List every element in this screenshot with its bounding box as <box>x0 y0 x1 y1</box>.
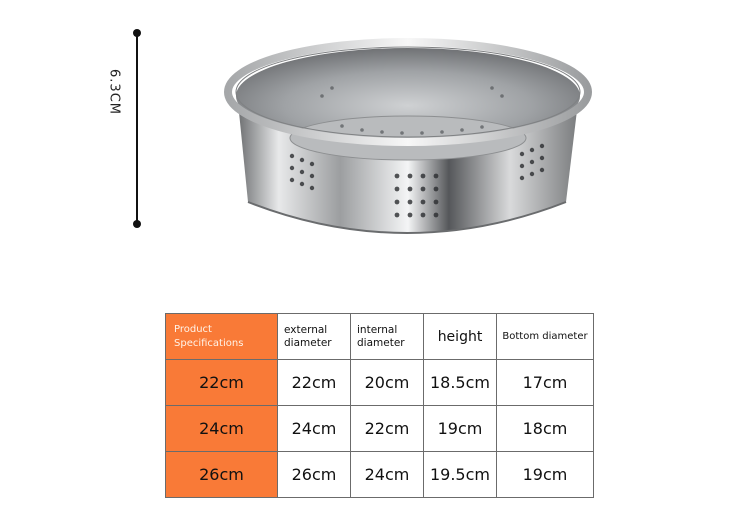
dimension-top-dot <box>133 29 141 37</box>
header-product-specifications: Product Specifications <box>166 314 278 360</box>
table-header-row <box>166 314 594 360</box>
specifications-table <box>165 313 594 498</box>
header-external-diameter: external diameter <box>278 314 351 360</box>
internal-diameter-cell: 22cm <box>351 406 424 452</box>
header-internal-diameter: internal diameter <box>351 314 424 360</box>
bottom-diameter-cell: 19cm <box>497 452 594 498</box>
internal-diameter-cell: 20cm <box>351 360 424 406</box>
table-row <box>166 406 594 452</box>
external-diameter-cell: 22cm <box>278 360 351 406</box>
height-dimension-line <box>136 33 138 224</box>
internal-diameter-cell: 24cm <box>351 452 424 498</box>
spec-size-cell: 22cm <box>166 360 278 406</box>
dimension-bottom-dot <box>133 220 141 228</box>
steamer-basket-image <box>222 26 592 248</box>
height-cell: 19.5cm <box>424 452 497 498</box>
bottom-diameter-cell: 17cm <box>497 360 594 406</box>
bottom-diameter-cell: 18cm <box>497 406 594 452</box>
header-bottom-diameter: Bottom diameter <box>497 314 594 360</box>
table-row <box>166 452 594 498</box>
external-diameter-cell: 24cm <box>278 406 351 452</box>
external-diameter-cell: 26cm <box>278 452 351 498</box>
height-dimension-label: 6.3CM <box>106 69 122 115</box>
table-row <box>166 360 594 406</box>
height-cell: 19cm <box>424 406 497 452</box>
spec-size-cell: 24cm <box>166 406 278 452</box>
height-cell: 18.5cm <box>424 360 497 406</box>
spec-size-cell: 26cm <box>166 452 278 498</box>
header-height: height <box>424 314 497 360</box>
